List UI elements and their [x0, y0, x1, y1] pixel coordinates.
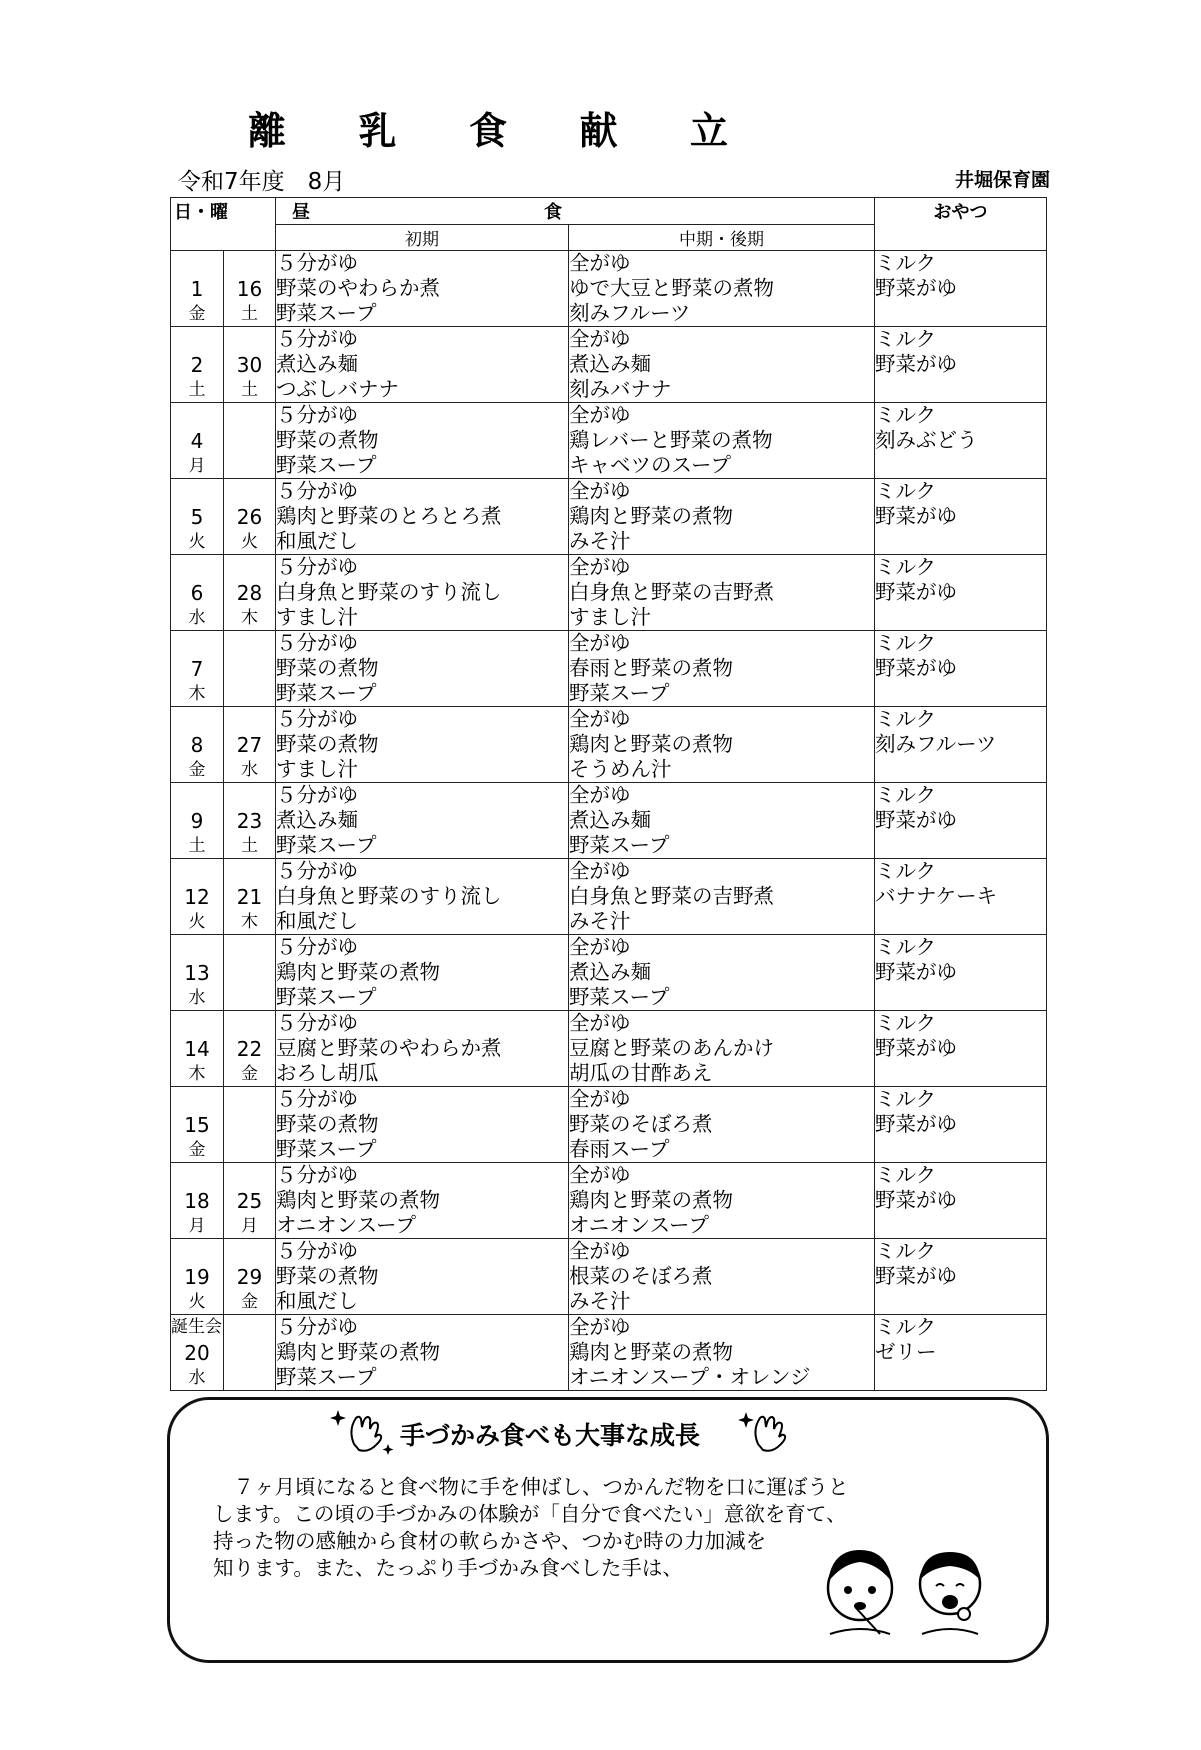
early-menu-cell — [276, 631, 569, 707]
weekday: 火 — [188, 1292, 206, 1312]
date-cell — [171, 1011, 224, 1087]
early-menu-cell — [276, 859, 569, 935]
date-cell — [224, 479, 276, 555]
menu-item: 野菜がゆ — [875, 1112, 957, 1136]
menu-item: 野菜がゆ — [875, 960, 957, 984]
menu-item: ５分がゆ — [276, 403, 358, 427]
mid-late-menu-cell — [569, 707, 875, 783]
date-cell — [224, 327, 276, 403]
menu-item: 野菜がゆ — [875, 504, 957, 528]
menu-item: ミルク — [875, 1239, 937, 1263]
menu-item: 野菜がゆ — [875, 1264, 957, 1288]
menu-item: ミルク — [875, 479, 937, 503]
menu-item: ミルク — [875, 327, 937, 351]
menu-item: ゆで大豆と野菜の煮物 — [569, 276, 774, 300]
menu-item: 全がゆ — [569, 859, 631, 883]
menu-item: 和風だし — [276, 909, 358, 933]
menu-item: 鶏肉と野菜の煮物 — [569, 1340, 733, 1364]
snack-cell — [875, 783, 1047, 859]
menu-item: 煮込み麺 — [569, 960, 651, 984]
menu-item: 鶏レバーと野菜の煮物 — [569, 428, 773, 452]
menu-item: ５分がゆ — [276, 327, 358, 351]
day-number: 13 — [184, 961, 210, 985]
day-number: 22 — [236, 1037, 263, 1061]
menu-item: 野菜の煮物 — [276, 1112, 379, 1136]
early-menu-cell — [276, 1239, 569, 1315]
title-char: 乳 — [358, 109, 397, 153]
table-row — [171, 555, 1047, 631]
day-number: 6 — [190, 581, 204, 605]
period-label: 令和7年度 8月 — [178, 169, 346, 195]
menu-item: 鶏肉と野菜のとろとろ煮 — [276, 504, 502, 528]
menu-item: 野菜スープ — [276, 681, 377, 705]
day-number: 5 — [190, 505, 204, 529]
table-row — [171, 327, 1047, 403]
column-line: 知ります。また、たっぷり手づかみ食べした手は、 — [213, 1556, 683, 1580]
mid-late-menu-cell — [569, 1087, 875, 1163]
mid-late-menu-cell — [569, 479, 875, 555]
menu-item: 刻みぶどう — [875, 428, 978, 452]
date-cell — [224, 1163, 276, 1239]
menu-item: ミルク — [875, 555, 937, 579]
weekday: 木 — [188, 684, 206, 704]
weekday: 水 — [241, 760, 258, 780]
weekday: 土 — [241, 836, 258, 856]
early-menu-cell — [276, 251, 569, 327]
early-menu-cell — [276, 555, 569, 631]
menu-item: ５分がゆ — [276, 1163, 358, 1187]
menu-item: みそ汁 — [569, 529, 631, 553]
menu-item: ミルク — [875, 1163, 937, 1187]
header-early: 初期 — [276, 225, 569, 251]
date-cell — [224, 1087, 276, 1163]
early-menu-cell — [276, 327, 569, 403]
menu-item: 煮込み麺 — [569, 808, 651, 832]
snack-cell — [875, 631, 1047, 707]
day-number: 15 — [184, 1113, 210, 1137]
menu-item: 全がゆ — [569, 707, 631, 731]
date-cell — [171, 479, 224, 555]
menu-item: 豆腐と野菜のあんかけ — [569, 1036, 774, 1060]
menu-item: 胡瓜の甘酢あえ — [569, 1061, 713, 1085]
mid-late-menu-cell — [569, 1315, 875, 1391]
menu-item: オニオンスープ — [276, 1213, 417, 1237]
menu-item: 全がゆ — [569, 1315, 631, 1339]
mid-late-menu-cell — [569, 631, 875, 707]
menu-item: ミルク — [875, 935, 937, 959]
menu-item: 野菜スープ — [569, 833, 670, 857]
mid-late-menu-cell — [569, 1011, 875, 1087]
menu-item: 全がゆ — [569, 1239, 631, 1263]
menu-item: ミルク — [875, 1011, 937, 1035]
title-char: 食 — [468, 109, 507, 153]
menu-item: バナナケーキ — [875, 884, 998, 908]
menu-item: 全がゆ — [569, 1087, 631, 1111]
table-row — [171, 707, 1047, 783]
menu-item: ５分がゆ — [276, 707, 358, 731]
day-number: 20 — [184, 1341, 210, 1365]
menu-item: 白身魚と野菜の吉野煮 — [569, 884, 774, 908]
day-number: 26 — [236, 505, 263, 529]
date-cell — [224, 859, 276, 935]
table-row — [171, 631, 1047, 707]
menu-item: ゼリー — [875, 1340, 937, 1364]
menu-item: すまし汁 — [276, 605, 358, 629]
date-cell — [224, 1011, 276, 1087]
menu-item: オニオンスープ・オレンジ — [569, 1365, 811, 1389]
mid-late-menu-cell — [569, 403, 875, 479]
day-number: 1 — [190, 277, 204, 301]
snack-cell — [875, 1163, 1047, 1239]
menu-item: 白身魚と野菜のすり流し — [276, 580, 502, 604]
day-number: 16 — [236, 277, 263, 301]
menu-item: ５分がゆ — [276, 251, 358, 275]
menu-item: ５分がゆ — [276, 935, 358, 959]
day-number: 9 — [190, 809, 204, 833]
snack-cell — [875, 859, 1047, 935]
column-line: 持った物の感触から食材の軟らかさや、つかむ時の力加減を — [213, 1529, 767, 1553]
mid-late-menu-cell — [569, 251, 875, 327]
children-eating-illustration — [810, 1530, 1010, 1640]
early-menu-cell — [276, 479, 569, 555]
date-cell — [224, 935, 276, 1011]
menu-item: ５分がゆ — [276, 1011, 358, 1035]
day-number: 12 — [184, 885, 210, 909]
menu-item: 野菜の煮物 — [276, 1264, 379, 1288]
menu-item: 全がゆ — [569, 479, 631, 503]
table-row — [171, 859, 1047, 935]
header-lunch — [276, 198, 875, 225]
menu-item: ミルク — [875, 1315, 937, 1339]
weekday: 金 — [188, 304, 206, 324]
menu-item: 野菜のやわらか煮 — [276, 276, 440, 300]
early-menu-cell — [276, 1011, 569, 1087]
table-row — [171, 1011, 1047, 1087]
menu-item: 春雨スープ — [569, 1137, 670, 1161]
date-cell — [171, 1239, 224, 1315]
menu-item: 刻みバナナ — [569, 377, 672, 401]
weekday: 金 — [241, 1064, 258, 1084]
menu-item: 野菜がゆ — [875, 276, 957, 300]
menu-item: つぶしバナナ — [276, 377, 399, 401]
day-number: 23 — [236, 809, 263, 833]
day-number: 2 — [190, 353, 204, 377]
weekday: 火 — [241, 532, 258, 552]
day-number: 7 — [190, 657, 204, 681]
weekday: 火 — [188, 912, 206, 932]
day-number: 21 — [236, 885, 263, 909]
menu-item: 野菜スープ — [569, 681, 670, 705]
weekday: 土 — [188, 836, 206, 856]
date-cell — [171, 251, 224, 327]
menu-item: 全がゆ — [569, 327, 631, 351]
mid-late-menu-cell — [569, 327, 875, 403]
menu-item: 野菜の煮物 — [276, 656, 379, 680]
column-line: ７ヶ月頃になると食べ物に手を伸ばし、つかんだ物を口に運ぼうと — [213, 1475, 849, 1499]
weekday: 金 — [188, 760, 206, 780]
early-menu-cell — [276, 1315, 569, 1391]
snack-cell — [875, 327, 1047, 403]
header-row — [171, 198, 1047, 225]
column-line: します。この頃の手づかみの体験が「自分で食べたい」意欲を育て、 — [213, 1502, 847, 1526]
menu-item: 煮込み麺 — [569, 352, 651, 376]
day-number: 28 — [236, 581, 263, 605]
table-row — [171, 479, 1047, 555]
day-number: 25 — [236, 1189, 263, 1213]
weekday: 水 — [188, 988, 206, 1008]
header-lunch-a: 昼 — [292, 202, 310, 223]
menu-item: ５分がゆ — [276, 555, 358, 579]
menu-item: 鶏肉と野菜の煮物 — [569, 1188, 733, 1212]
date-cell — [224, 783, 276, 859]
early-menu-cell — [276, 783, 569, 859]
menu-item: みそ汁 — [569, 909, 631, 933]
menu-item: ５分がゆ — [276, 1087, 358, 1111]
menu-item: 野菜スープ — [276, 1365, 377, 1389]
early-menu-cell — [276, 707, 569, 783]
menu-item: オニオンスープ — [569, 1213, 710, 1237]
header-day: 日・曜 — [171, 198, 276, 251]
table-row — [171, 783, 1047, 859]
weekday: 月 — [188, 1216, 206, 1236]
menu-item: 全がゆ — [569, 935, 631, 959]
menu-item: 全がゆ — [569, 1163, 631, 1187]
snack-cell — [875, 1087, 1047, 1163]
weekday: 金 — [188, 1140, 206, 1160]
menu-item: ５分がゆ — [276, 1239, 358, 1263]
table-row — [171, 1239, 1047, 1315]
date-cell — [171, 1163, 224, 1239]
day-number: 18 — [184, 1189, 210, 1213]
mid-late-menu-cell — [569, 555, 875, 631]
weekday: 金 — [241, 1292, 258, 1312]
snack-cell — [875, 1011, 1047, 1087]
menu-item: ミルク — [875, 783, 937, 807]
menu-item: 刻みフルーツ — [569, 301, 691, 325]
menu-item: 全がゆ — [569, 251, 631, 275]
date-cell — [224, 251, 276, 327]
day-number: 27 — [236, 733, 263, 757]
menu-table — [170, 197, 1047, 1391]
menu-item: 野菜がゆ — [875, 580, 957, 604]
menu-item: 野菜がゆ — [875, 656, 957, 680]
menu-item: 野菜スープ — [276, 985, 377, 1009]
snack-cell — [875, 403, 1047, 479]
date-cell — [224, 707, 276, 783]
menu-item: 野菜の煮物 — [276, 732, 379, 756]
early-menu-cell — [276, 935, 569, 1011]
snack-cell — [875, 1239, 1047, 1315]
table-row — [171, 1163, 1047, 1239]
date-cell — [171, 935, 224, 1011]
title-char: 献 — [579, 109, 618, 153]
menu-item: 全がゆ — [569, 403, 631, 427]
snack-cell — [875, 935, 1047, 1011]
menu-item: 白身魚と野菜のすり流し — [276, 884, 502, 908]
column-title: 手づかみ食べも大事な成長 — [400, 1421, 701, 1450]
day-number: 19 — [184, 1265, 210, 1289]
menu-item: おろし胡瓜 — [276, 1061, 379, 1085]
date-cell — [171, 403, 224, 479]
menu-item: 野菜がゆ — [875, 1036, 957, 1060]
date-cell — [171, 555, 224, 631]
menu-item: ５分がゆ — [276, 859, 358, 883]
menu-item: 煮込み麺 — [276, 808, 358, 832]
menu-item: 野菜スープ — [276, 833, 377, 857]
menu-item: 全がゆ — [569, 1011, 631, 1035]
mid-late-menu-cell — [569, 859, 875, 935]
table-row — [171, 403, 1047, 479]
menu-item: 野菜のそぼろ煮 — [569, 1112, 713, 1136]
day-number: 14 — [184, 1037, 210, 1061]
menu-item: ミルク — [875, 859, 937, 883]
menu-item: ミルク — [875, 707, 937, 731]
menu-item: 春雨と野菜の煮物 — [569, 656, 733, 680]
date-cell — [171, 631, 224, 707]
menu-item: ５分がゆ — [276, 783, 358, 807]
menu-item: ミルク — [875, 1087, 937, 1111]
weekday: 木 — [241, 912, 258, 932]
menu-item: 根菜のそぼろ煮 — [569, 1264, 713, 1288]
menu-item: みそ汁 — [569, 1289, 631, 1313]
header-mid-late: 中期・後期 — [569, 225, 875, 251]
day-number: 4 — [190, 429, 204, 453]
date-cell — [224, 631, 276, 707]
early-menu-cell — [276, 1163, 569, 1239]
table-row — [171, 935, 1047, 1011]
weekday: 月 — [241, 1216, 258, 1236]
table-row — [171, 251, 1047, 327]
menu-item: 鶏肉と野菜の煮物 — [276, 1188, 440, 1212]
snack-cell — [875, 479, 1047, 555]
menu-item: 和風だし — [276, 1289, 358, 1313]
menu-item: 鶏肉と野菜の煮物 — [276, 960, 440, 984]
menu-item: ミルク — [875, 403, 937, 427]
snack-cell — [875, 555, 1047, 631]
menu-item: 全がゆ — [569, 631, 631, 655]
weekday: 水 — [188, 608, 206, 628]
weekday: 土 — [241, 304, 258, 324]
table-row — [171, 1087, 1047, 1163]
menu-item: 鶏肉と野菜の煮物 — [569, 732, 733, 756]
menu-item: 野菜がゆ — [875, 1188, 957, 1212]
menu-item: 野菜がゆ — [875, 352, 957, 376]
date-cell — [224, 403, 276, 479]
header-lunch-b: 食 — [544, 202, 562, 223]
weekday: 木 — [241, 608, 258, 628]
menu-item: 鶏肉と野菜の煮物 — [276, 1340, 440, 1364]
menu-item: 和風だし — [276, 529, 358, 553]
mid-late-menu-cell — [569, 935, 875, 1011]
menu-item: ミルク — [875, 251, 937, 275]
weekday: 水 — [188, 1368, 206, 1388]
mid-late-menu-cell — [569, 1163, 875, 1239]
early-menu-cell — [276, 1087, 569, 1163]
menu-item: 白身魚と野菜の吉野煮 — [569, 580, 774, 604]
snack-cell — [875, 251, 1047, 327]
title-char: 立 — [689, 109, 728, 153]
menu-item: 豆腐と野菜のやわらか煮 — [276, 1036, 502, 1060]
event-note: 誕生会 — [171, 1317, 222, 1337]
mid-late-menu-cell — [569, 783, 875, 859]
date-cell — [171, 783, 224, 859]
weekday: 木 — [188, 1064, 206, 1084]
date-cell — [224, 555, 276, 631]
page-title — [248, 100, 728, 155]
menu-item: ５分がゆ — [276, 631, 358, 655]
menu-item: 野菜スープ — [276, 453, 377, 477]
date-cell — [224, 1315, 276, 1391]
menu-item: 刻みフルーツ — [875, 732, 997, 756]
menu-item: ミルク — [875, 631, 937, 655]
menu-item: ５分がゆ — [276, 479, 358, 503]
date-cell — [224, 1239, 276, 1315]
sparkle-hand-icon — [738, 1404, 814, 1460]
menu-item: 野菜の煮物 — [276, 428, 379, 452]
menu-item: 全がゆ — [569, 783, 631, 807]
menu-item: ５分がゆ — [276, 1315, 358, 1339]
date-cell — [171, 327, 224, 403]
menu-item: すまし汁 — [569, 605, 651, 629]
table-row — [171, 1315, 1047, 1391]
mid-late-menu-cell — [569, 1239, 875, 1315]
day-number: 29 — [236, 1265, 263, 1289]
weekday: 土 — [188, 380, 206, 400]
menu-item: すまし汁 — [276, 757, 358, 781]
weekday: 火 — [188, 532, 206, 552]
date-cell — [171, 1315, 224, 1391]
school-name: 井堀保育園 — [954, 169, 1050, 191]
header-snack: おやつ — [875, 198, 1047, 251]
menu-item: 全がゆ — [569, 555, 631, 579]
weekday: 土 — [241, 380, 258, 400]
early-menu-cell — [276, 403, 569, 479]
title-char: 離 — [248, 109, 287, 153]
menu-item: 野菜がゆ — [875, 808, 957, 832]
date-cell — [171, 707, 224, 783]
date-cell — [171, 859, 224, 935]
menu-item: キャベツのスープ — [569, 453, 731, 477]
snack-cell — [875, 1315, 1047, 1391]
weekday: 月 — [188, 456, 206, 476]
menu-item: 野菜スープ — [569, 985, 670, 1009]
day-number: 8 — [190, 733, 204, 757]
menu-item: 野菜スープ — [276, 301, 377, 325]
menu-item: 野菜スープ — [276, 1137, 377, 1161]
snack-cell — [875, 707, 1047, 783]
menu-item: 鶏肉と野菜の煮物 — [569, 504, 733, 528]
date-cell — [171, 1087, 224, 1163]
sparkle-hand-icon — [324, 1404, 400, 1460]
menu-item: そうめん汁 — [569, 757, 672, 781]
day-number: 30 — [236, 353, 263, 377]
menu-item: 煮込み麺 — [276, 352, 358, 376]
